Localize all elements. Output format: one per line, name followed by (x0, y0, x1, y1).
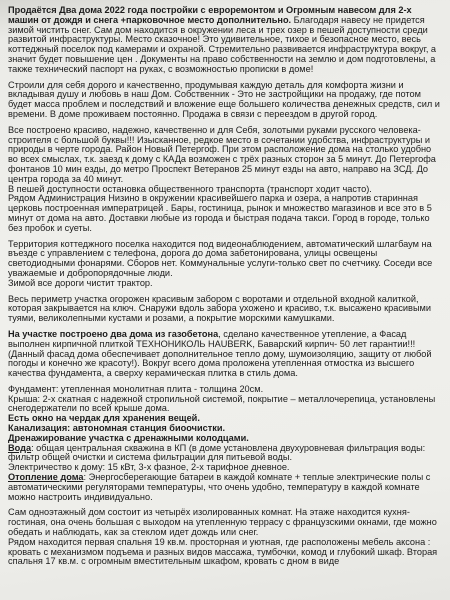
spec-water-label: Вода (8, 442, 32, 453)
owner-paragraph: Строили для себя дорого и качественно, продумывая каждую деталь для комфорта жизни и вкладывая душу и любовь в наш Дом. Собственник - Это не застройщики на продажу, где потом будет масса проблем и последствий и вложение еще большего количества денежных средств, сил и времени. В доме проживаем постоянно. Продажа в связи с переездом в другой город. (8, 79, 440, 119)
spec-drainage: Дренажирование участка с дренажными колодцами. (8, 432, 249, 443)
interior-bedrooms: Рядом находится первая спальня 19 кв.м. просторная и уютная, где расположены мебель аксона : кровать с механизмом подъема и разных видов массажа, тумбочки, комод и глубокий шкаф. Вторая спальня 17 кв.м. с огромным вместительным шкафом, кровать с дном в виде (8, 536, 438, 567)
specs-paragraph (8, 385, 443, 503)
spec-foundation: Фундамент: утепленная монолитная плита - толщина 20см. (8, 383, 264, 394)
spec-heating-text: : Энергосберегающие батареи в каждой комнате + теплые электрические полы с автоматическими регуляторами температуры, что очень удобно, температуру в каждой комнате можно настроить индивидуально. (8, 472, 431, 502)
location-nearby: Рядом Администрация Низино в окружении красивейшего парка и озера, а напротив старинная церковь построенная императрицей . Бары, гостиница, рынок и множество магазинов и все это в 5 минут от дома на авто. Доставки любые из города и быстрая подача такси. Город в городе, только без пробок и суеты. (8, 193, 432, 233)
location-paragraph (8, 126, 443, 234)
territory-winter: Зимой все дороги чистит трактор. (8, 277, 153, 288)
construction-text: , сделано качественное утепление, а Фасад выполнен кирпичной плиткой ТЕХНОНИКОЛЬ HAUBERK, Баварский кирпич- 50 лет гарантии!!! (Данный фасад дома обеспечивает дополнительное тепло дому, шумоизоляцию, защиту от любой погоды и конечно же красоту!). Вокруг всего дома проложена утепленная отмостка из высшего качества фундамента, а сверху керамическая плитка в стиль дома. (8, 328, 432, 379)
intro-paragraph (8, 6, 443, 75)
construction-lead: На участке построено два дома из газобетона (8, 328, 219, 339)
spec-water (8, 444, 443, 464)
territory-paragraph (8, 240, 443, 289)
spec-roof: Крыша: 2-х скатная с надежной стропильной системой, покрытие – металлочерепица, установлены снегодержатели по всей крыше дома. (8, 393, 436, 414)
spec-sewer: Канализация: автономная станция биоочистки. (8, 423, 226, 434)
territory-main: Территория коттеджного поселка находится под видеонаблюдением, автоматический шлагбаум на въезде с управлением с телефона, дорога до дома забетонирована, улицы освещены светодиодными фонарями. Сборов нет. Коммунальные услуги-только свет по счетчику. Соседи все уважаемые и добропорядочные люди. (8, 238, 433, 278)
interior-living: Сам одноэтажный дом состоит из четырёх изолированных комнат. На этаже находится кухня-гостиная, она очень большая с выходом на утепленную террасу с французскими окнами, где можно обедать и наблюдать, как за стеклом идет дождь или снег. (8, 507, 437, 538)
construction-paragraph (8, 330, 443, 379)
spec-attic: Есть окно на чердак для хранения вещей. (8, 413, 200, 424)
spec-heating-label: Отопление дома (8, 472, 84, 483)
interior-paragraph (8, 508, 443, 567)
location-transport: В пешей доступности остановка общественного транспорта (транспорт ходит часто). (8, 183, 372, 194)
spec-heating (8, 473, 443, 502)
fence-paragraph: Весь периметр участка огорожен красивым забором с воротами и отдельной входной калиткой, которая закрывается на ключ. Снаружи вдоль забора ухожено и красиво, т.к. высажено красивыми туями, великолепными кустами и розами, а покрытие морскими камушками. (8, 293, 431, 324)
intro-text: Благодаря навесу не придется зимой чистить снег. Сам дом находится в окружении леса и трех озер в пешей доступности среди развитой инфраструктуры. Место сказочное! Это удивительное, тихое и безопасное место, весь коттеджный поселок под камерами и охраной. Стремительно развивается инфраструктура вокруг, а значит будет повышение цен . Документы на право собственности на землю и дом подготовлены, а также технический паспорт на руках, с возможностью прописки в доме! (8, 14, 437, 74)
intro-headline: Продаётся Два дома 2022 года постройки с евроремонтом и Огромным навесом для 2-х машин от дождя и снега +парковочное место дополнительно. (8, 5, 412, 25)
spec-electricity: Электричество к дому: 15 кВт, 3-х фазное, 2-х тарифное дневное. (8, 462, 290, 473)
location-main: Все построено красиво, надежно, качественно и для Себя, золотыми руками русского человека-строителя с большой буквы!!! Изысканное, редкое место в сочетании удобства, инфраструктуры и природы в черте города. Район Новый Петергоф. При этом расположение дома на столько удобно во всех смыслах, т.к. заезд к дому с КАДа возможен с трёх разных сторон за 5 минут. До Петергофа фонтанов 10 мин езды, до метро Проспект Ветеранов 25 минут езды на авто, направо на ЗСД. До центра города за 40 минут. (8, 124, 436, 184)
spec-water-text: : общая центральная скважина в КП (в доме установлена двухуровневая фильтрация воды: фильтр общей очистки и система фильтрации для питьевой воды. (8, 442, 426, 463)
